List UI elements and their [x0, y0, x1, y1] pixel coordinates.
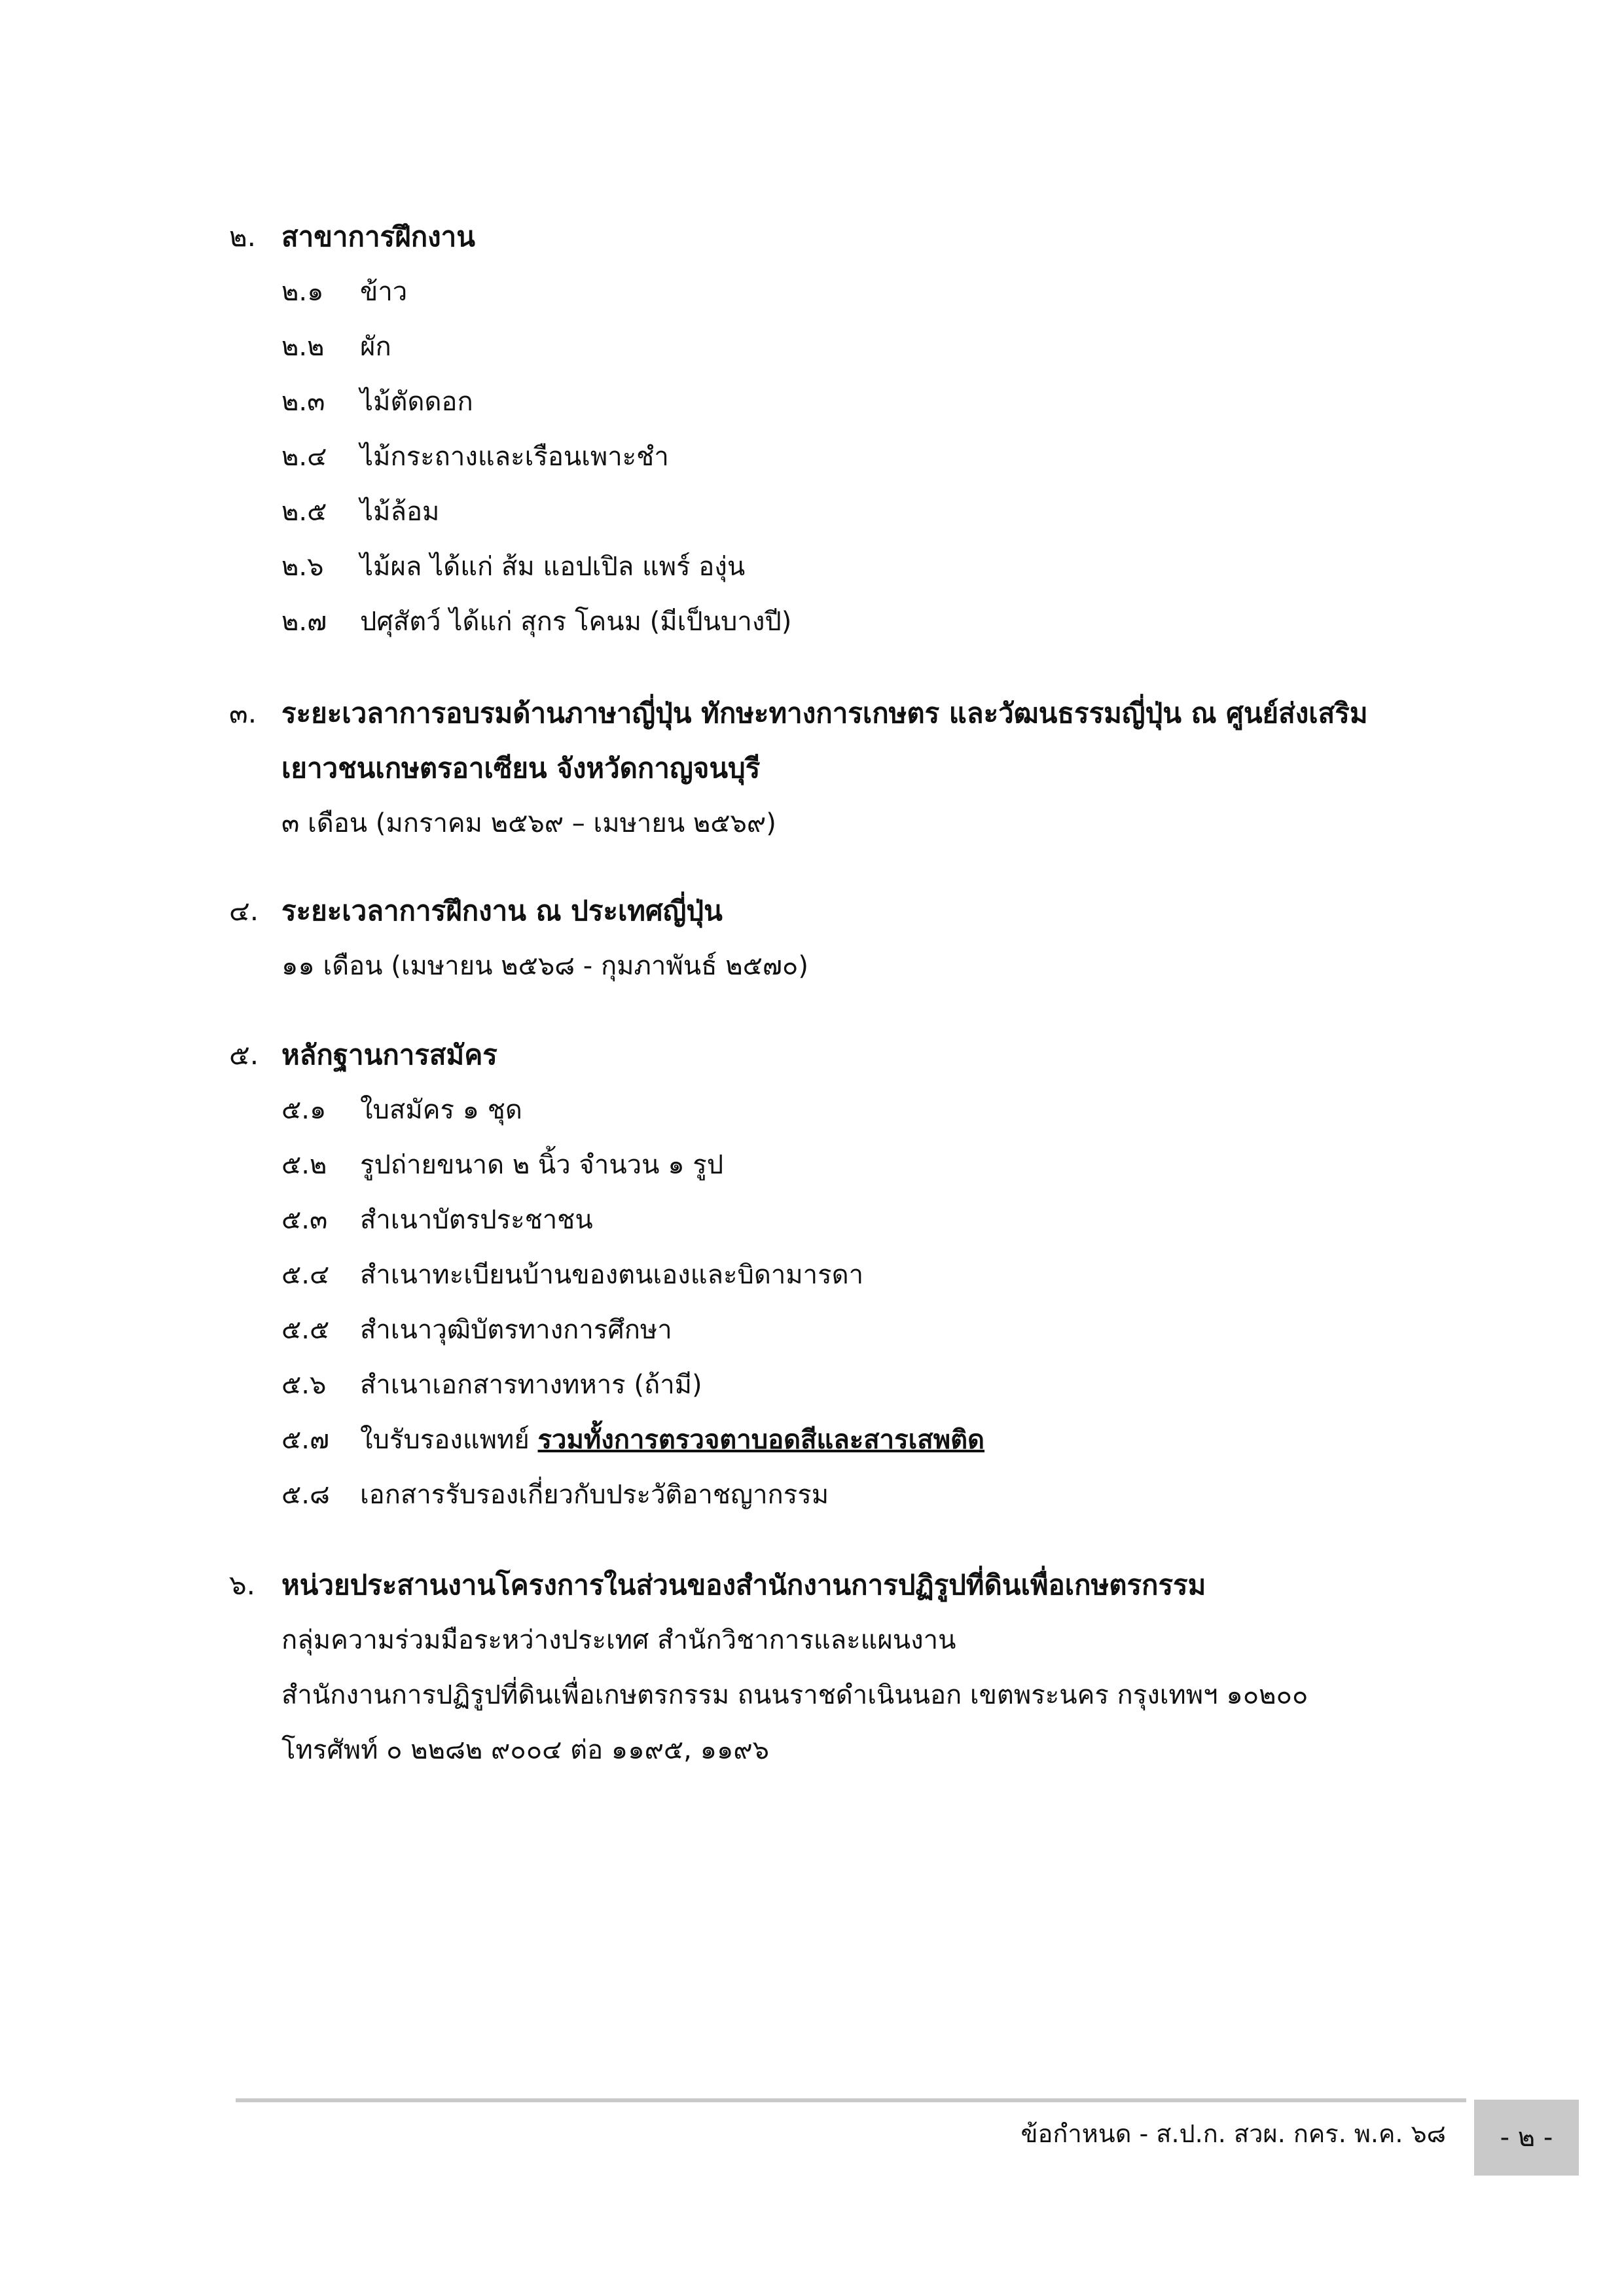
list-item [229, 319, 1460, 374]
footer-text: ข้อกำหนด - ส.ป.ก. สวผ. กคร. พ.ค. ๖๘ [1020, 2119, 1446, 2148]
item-text: สำเนาทะเบียนบ้านของตนเองและบิดามารดา [360, 1260, 864, 1290]
list-item [229, 1357, 1460, 1412]
item-text: ไม้ผล ได้แก่ ส้ม แอปเปิล แพร์ องุ่น [360, 552, 746, 582]
item-text: เอกสารรับรองเกี่ยวกับประวัติอาชญากรรม [360, 1480, 829, 1510]
list-item [229, 374, 1460, 429]
list-item [229, 1412, 1460, 1467]
list-item [229, 1083, 1460, 1138]
footer-divider [236, 2098, 1466, 2102]
item-number: ๕.๒ [281, 1150, 327, 1180]
section-5-heading [229, 1028, 1460, 1083]
list-item [229, 539, 1460, 594]
item-number: ๕.๗ [281, 1425, 330, 1455]
item-number: ๒.๒ [281, 332, 325, 362]
item-text: ข้าว [360, 277, 408, 307]
item-number: ๕.๑ [281, 1095, 327, 1125]
list-item [229, 1247, 1460, 1302]
list-item [229, 1467, 1460, 1522]
section-4-detail: ๑๑ เดือน (เมษายน ๒๕๖๘ - กุมภาพันธ์ ๒๕๗๐) [281, 951, 808, 981]
item-text: สำเนาวุฒิบัตรทางการศึกษา [360, 1315, 672, 1345]
section-2 [229, 209, 1460, 649]
section-4-title: ระยะเวลาการฝึกงาน ณ ประเทศญี่ปุ่น [281, 895, 723, 927]
item-text-main: ใบรับรองแพทย์ [360, 1425, 530, 1455]
list-item [229, 429, 1460, 484]
section-6-number: ๖. [229, 1569, 256, 1601]
section-5-title: หลักฐานการสมัคร [281, 1039, 497, 1071]
section-3-heading [229, 686, 1460, 741]
section-2-heading [229, 209, 1460, 264]
section-6-title: หน่วยประสานงานโครงการในส่วนของสำนักงานการปฏิรูปที่ดินเพื่อเกษตรกรรม [281, 1569, 1206, 1601]
section-6 [229, 1558, 1460, 1778]
contact-line: กลุ่มความร่วมมือระหว่างประเทศ สำนักวิชาการและแผนงาน [281, 1625, 956, 1655]
section-3-detail: ๓ เดือน (มกราคม ๒๕๖๙ – เมษายน ๒๕๖๙) [281, 808, 776, 838]
list-item [229, 264, 1460, 319]
section-2-number: ๒. [229, 221, 257, 253]
item-text: ใบสมัคร ๑ ชุด [360, 1095, 522, 1125]
section-3-number: ๓. [229, 697, 257, 729]
item-text: ไม้กระถางและเรือนเพาะชำ [360, 442, 669, 472]
item-number: ๕.๓ [281, 1205, 328, 1235]
item-text: สำเนาเอกสารทางทหาร (ถ้ามี) [360, 1370, 702, 1400]
item-number: ๒.๔ [281, 442, 327, 472]
item-text: รูปถ่ายขนาด ๒ นิ้ว จำนวน ๑ รูป [360, 1150, 724, 1180]
section-5-number: ๕. [229, 1039, 259, 1071]
list-item [229, 1138, 1460, 1193]
item-number: ๒.๓ [281, 387, 325, 417]
item-number: ๒.๖ [281, 552, 324, 582]
item-number: ๒.๕ [281, 497, 327, 527]
page-number: - ๒ - [1474, 2100, 1579, 2176]
contact-line: สำนักงานการปฏิรูปที่ดินเพื่อเกษตรกรรม ถนนราชดำเนินนอก เขตพระนคร กรุงเทพฯ ๑๐๒๐๐ [281, 1680, 1308, 1710]
section-5 [229, 1028, 1460, 1522]
item-text: ปศุสัตว์ ได้แก่ สุกร โคนม (มีเป็นบางปี) [360, 607, 792, 637]
item-number: ๕.๔ [281, 1260, 330, 1290]
item-number: ๕.๕ [281, 1315, 330, 1345]
list-item [229, 594, 1460, 649]
item-text: ผัก [360, 332, 391, 362]
list-item [229, 1193, 1460, 1247]
item-text-emphasis: รวมทั้งการตรวจตาบอดสีและสารเสพติด [537, 1425, 985, 1455]
item-text: ไม้ล้อม [360, 497, 440, 527]
item-number: ๕.๖ [281, 1370, 327, 1400]
section-6-heading [229, 1558, 1460, 1613]
section-4-heading [229, 884, 1460, 939]
section-4-number: ๔. [229, 895, 259, 927]
item-number: ๒.๑ [281, 277, 324, 307]
item-text: ไม้ตัดดอก [360, 387, 473, 417]
section-3-title-cont: เยาวชนเกษตรอาเซียน จังหวัดกาญจนบุรี [281, 752, 761, 784]
list-item [229, 1302, 1460, 1357]
item-text [360, 1412, 984, 1467]
section-2-title: สาขาการฝึกงาน [281, 221, 475, 253]
section-4 [229, 884, 1460, 994]
section-3 [229, 686, 1460, 851]
list-item [229, 484, 1460, 539]
item-number: ๕.๘ [281, 1480, 330, 1510]
item-number: ๒.๗ [281, 607, 327, 637]
contact-line: โทรศัพท์ ๐ ๒๒๘๒ ๙๐๐๔ ต่อ ๑๑๙๕, ๑๑๙๖ [281, 1735, 770, 1765]
item-text: สำเนาบัตรประชาชน [360, 1205, 593, 1235]
section-3-title: ระยะเวลาการอบรมด้านภาษาญี่ปุ่น ทักษะทางการเกษตร และวัฒนธรรมญี่ปุ่น ณ ศูนย์ส่งเสริม [281, 697, 1368, 729]
